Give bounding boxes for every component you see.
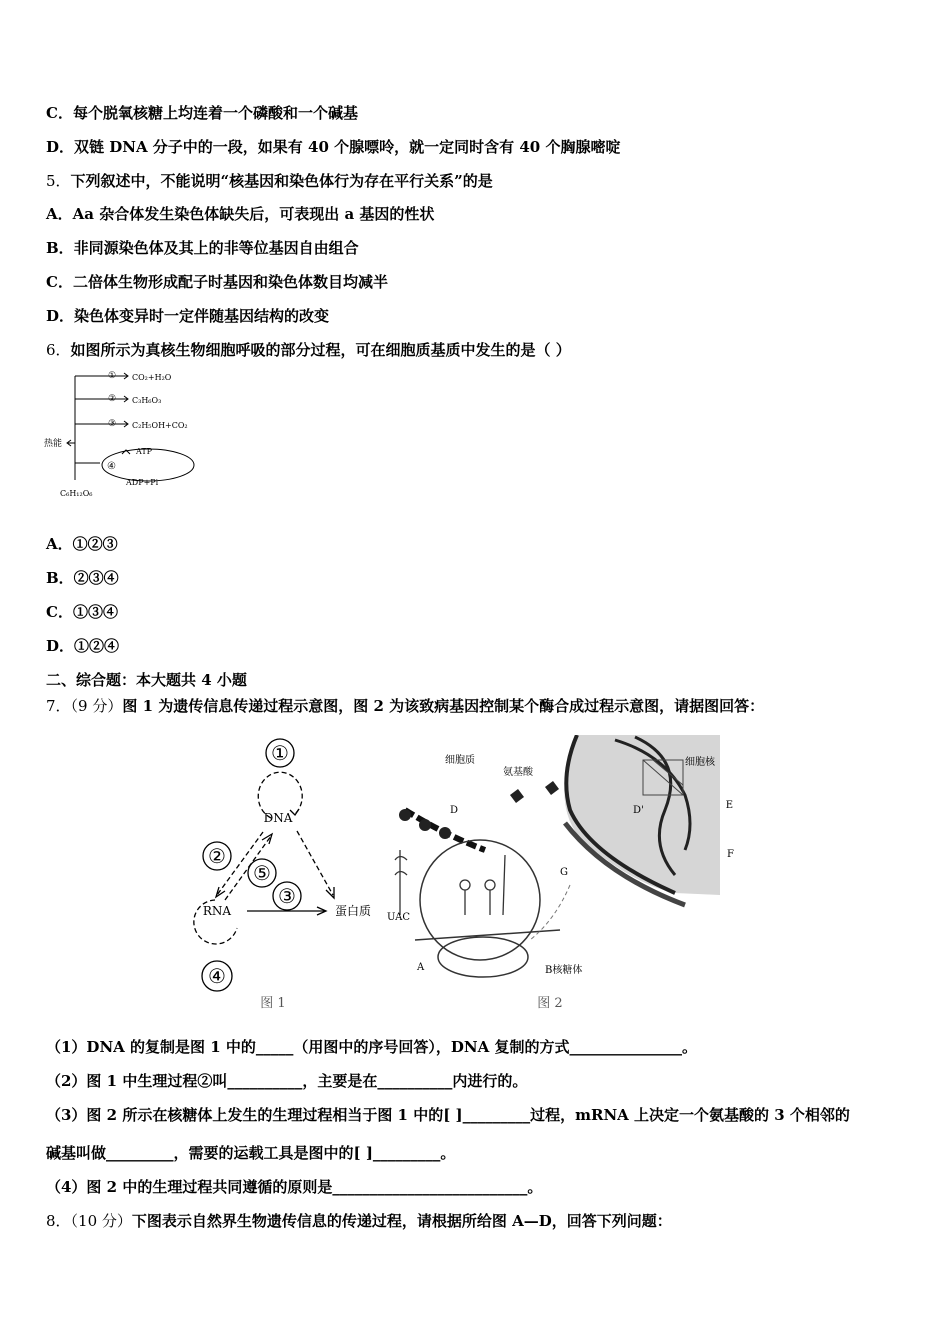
q6-label-4: ④ <box>107 461 116 472</box>
q7-sub4: （4）图 2 中的生理过程共同遵循的原则是__________________________。 <box>46 1178 543 1196</box>
respiration-diagram <box>40 368 210 504</box>
q8-score: （10 分） <box>70 1212 132 1230</box>
fig2-amino-acid: 氨基酸 <box>503 767 533 778</box>
q7-sub1: （1）DNA 的复制是图 1 中的_____（用图中的序号回答），DNA 复制的方式_______________。 <box>46 1038 697 1056</box>
q6-label-1: ① <box>108 371 117 381</box>
fig2-d-prime: D' <box>633 805 644 816</box>
q6-number: 6． <box>46 341 71 359</box>
q8-stem: 下图表示自然界生物遗传信息的传递过程，请根据所给图 A—D，回答下列问题： <box>131 1212 672 1230</box>
fig2-d: D <box>450 805 459 816</box>
fig1-circle-1: ① <box>271 741 289 765</box>
q6-glucose: C₆H₁₂O₆ <box>60 489 93 498</box>
q8-number: 8． <box>46 1212 71 1230</box>
q8-question <box>46 1211 672 1231</box>
fig1-rna: RNA <box>202 904 232 918</box>
q6-question <box>46 340 571 360</box>
q6-option-d: D．①②④ <box>46 637 120 655</box>
q5-option-d: D．染色体变异时一定伴随基因结构的改变 <box>46 307 330 325</box>
q5-stem: 下列叙述中，不能说明“核基因和染色体行为存在平行关系”的是 <box>70 172 493 190</box>
q6-label-3: ③ <box>108 419 117 429</box>
q7-sub3-line1: （3）图 2 所示在核糖体上发生的生理过程相当于图 1 中的[ ]_________过程，mRNA 上决定一个氨基酸的 3 个相邻的 <box>46 1106 850 1124</box>
figure-1 <box>185 732 385 1022</box>
fig2-e: E <box>725 800 733 811</box>
q6-option-b: B．②③④ <box>46 569 119 587</box>
q6-option-c: C．①③④ <box>46 603 118 621</box>
q7-question <box>46 696 764 716</box>
q7-stem: 图 1 为遗传信息传递过程示意图，图 2 为该致病基因控制某个酶合成过程示意图，请据图回答： <box>122 697 765 715</box>
q5-option-a: A．Aa 杂合体发生染色体缺失后，可表现出 a 基因的性状 <box>46 205 435 223</box>
fig2-ribosome: B核糖体 <box>545 965 583 976</box>
fig1-circle-5: ⑤ <box>253 861 271 885</box>
fig2-uac: UAC <box>387 912 410 923</box>
q6-option-a: A．①②③ <box>46 535 118 553</box>
q7-number: 7． <box>46 697 71 715</box>
section-title: 二、综合题：本大题共 4 小题 <box>46 671 247 689</box>
q6-heat: 热能 <box>44 439 63 449</box>
q5-question <box>46 171 493 191</box>
q6-product-3: C₂H₅OH+CO₂ <box>132 421 188 430</box>
fig1-caption: 图 1 <box>260 996 286 1011</box>
q4-option-c: C．每个脱氧核糖上均连着一个磷酸和一个碱基 <box>46 104 358 122</box>
fig1-circle-3: ③ <box>278 884 296 908</box>
q6-stem: 如图所示为真核生物细胞呼吸的部分过程，可在细胞质基质中发生的是（ ） <box>70 341 571 359</box>
q5-option-b: B．非同源染色体及其上的非等位基因自由组合 <box>46 239 359 257</box>
ribosome <box>420 840 540 960</box>
q6-adp: ADP+Pi <box>126 478 159 487</box>
q6-product-1: CO₂+H₂O <box>132 373 172 382</box>
q6-product-2: C₃H₆O₃ <box>132 396 162 405</box>
fig1-circle-4: ④ <box>208 964 226 988</box>
fig1-circle-2: ② <box>208 844 226 868</box>
fig2-a: A <box>417 962 425 973</box>
q7-sub3-line2: 碱基叫做_________，需要的运载工具是图中的[ ]_________。 <box>46 1144 456 1162</box>
q4-option-d: D．双链 DNA 分子中的一段，如果有 40 个腺嘌呤，就一定同时含有 40 个胸腺嘧啶 <box>46 138 621 156</box>
fig2-nucleus: 细胞核 <box>685 757 715 768</box>
fig1-protein: 蛋白质 <box>334 904 372 918</box>
fig2-f: F <box>727 849 734 860</box>
q7-sub2: （2）图 1 中生理过程②叫__________，主要是在__________内进行的。 <box>46 1072 528 1090</box>
q5-number: 5． <box>46 172 71 190</box>
figure-2 <box>385 735 735 1020</box>
fig1-dna: DNA <box>263 811 293 825</box>
q5-option-c: C．二倍体生物形成配子时基因和染色体数目均减半 <box>46 273 388 291</box>
q6-atp: ATP <box>136 447 153 456</box>
q6-label-2: ② <box>108 394 117 404</box>
q7-score: （9 分） <box>70 697 123 715</box>
fig2-cytoplasm: 细胞质 <box>445 755 475 766</box>
fig2-g: G <box>560 867 568 878</box>
fig2-caption: 图 2 <box>537 996 563 1011</box>
